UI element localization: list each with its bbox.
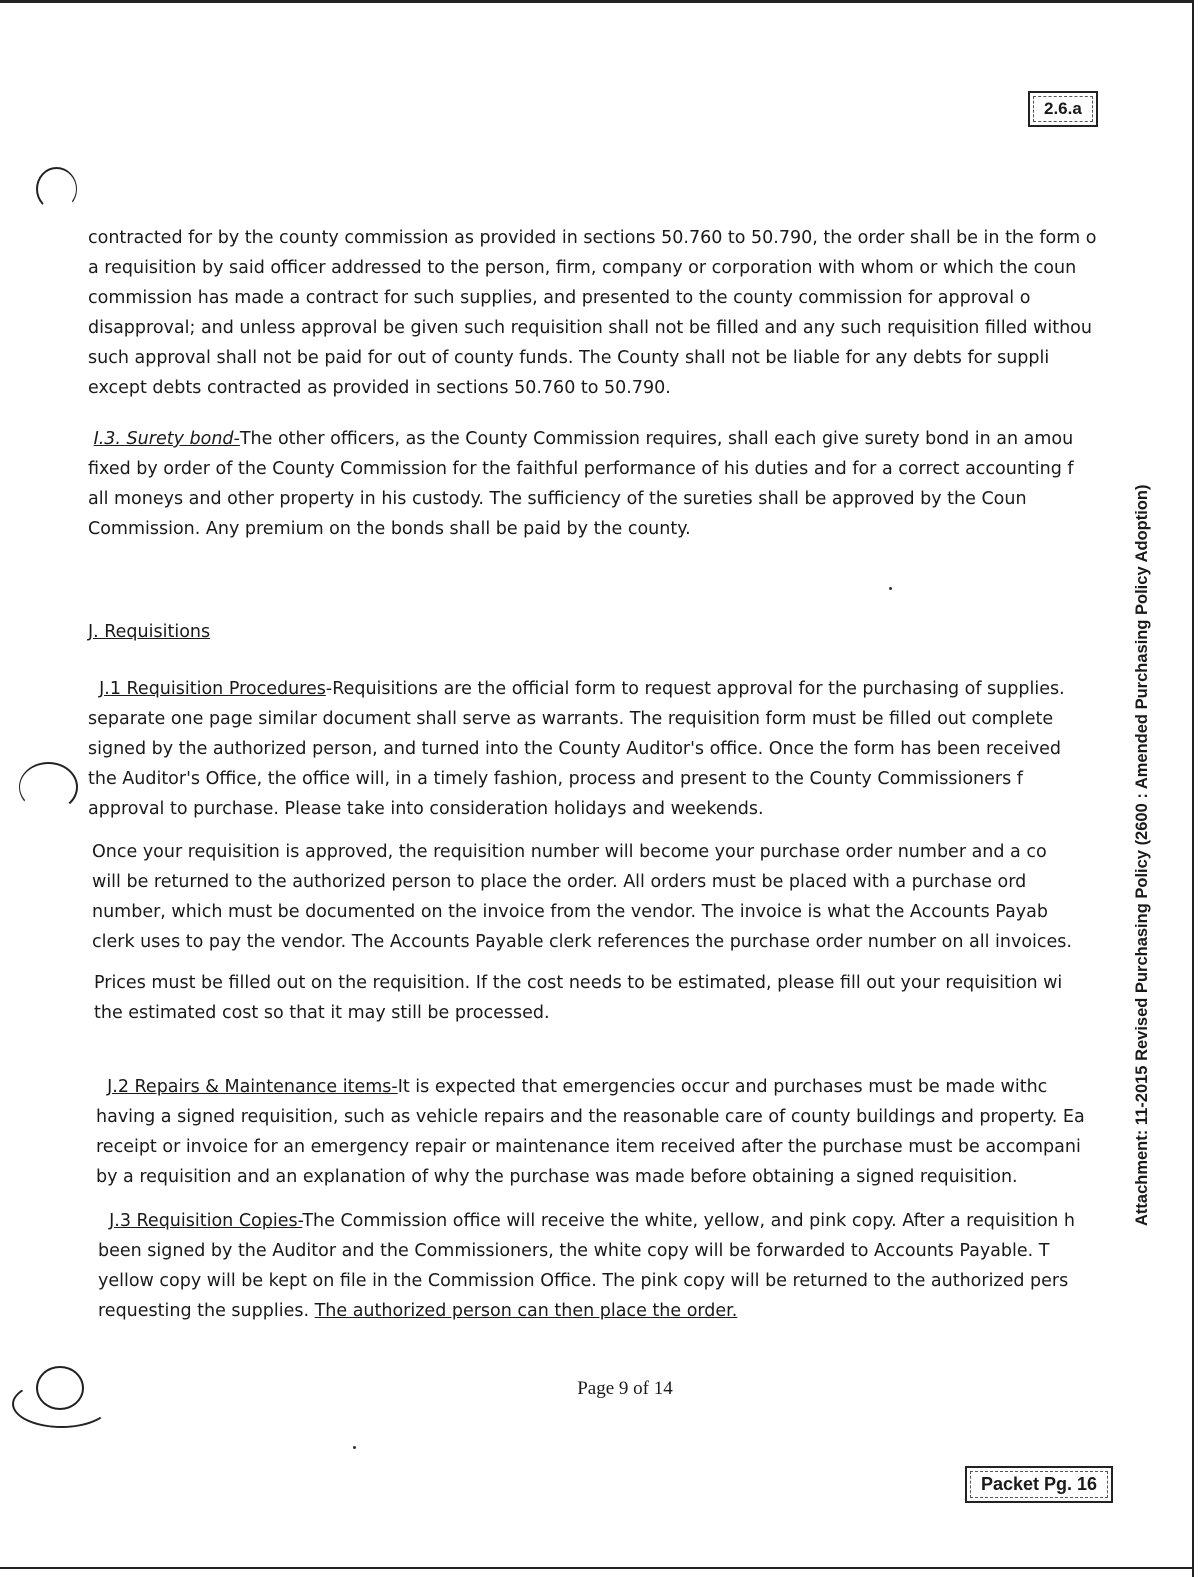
text-line: all moneys and other property in his custody. The sufficiency of the sureties shall be approved by the Coun <box>88 489 1027 509</box>
text-line: the estimated cost so that it may still be processed. <box>94 1003 550 1023</box>
text-line: having a signed requisition, such as vehicle repairs and the reasonable care of county buildings and property. Ea <box>96 1107 1085 1127</box>
text-line <box>98 1296 1108 1326</box>
requisition-procedures-text: -Requisitions are the official form to request approval for the purchasing of supplies. <box>325 679 1065 699</box>
continuation-paragraph <box>88 223 1098 403</box>
text-line: a requisition by said officer addressed to the person, firm, company or corporation with whom or which the coun <box>88 258 1077 278</box>
requisition-procedures-title: J.1 Requisition Procedures <box>99 679 326 699</box>
text-line: separate one page similar document shall serve as warrants. The requisition form must be filled out complete <box>88 709 1054 729</box>
punch-hole-top <box>36 167 77 211</box>
scan-edge-top <box>0 0 1194 3</box>
text-line: receipt or invoice for an emergency repair or maintenance item received after the purchase must be accompani <box>96 1137 1081 1157</box>
text-line: except debts contracted as provided in sections 50.760 to 50.790. <box>88 378 671 398</box>
packet-page-label: Packet Pg. 16 <box>970 1471 1108 1498</box>
scan-speck <box>889 587 892 590</box>
text-line <box>96 1072 1106 1102</box>
text-line: commission has made a contract for such supplies, and presented to the county commission for approval o <box>88 288 1031 308</box>
purchase-order-paragraph <box>92 837 1102 957</box>
text-line: fixed by order of the County Commission for the faithful performance of his duties and for a correct accounting f <box>88 459 1074 479</box>
requisition-copies-last-line: requesting the supplies. <box>98 1301 315 1321</box>
section-heading-requisitions: J. Requisitions <box>88 622 211 642</box>
scan-speck <box>353 1446 356 1449</box>
text-line <box>98 1206 1108 1236</box>
text-line: been signed by the Auditor and the Commissioners, the white copy will be forwarded to Accounts Payable. T <box>98 1241 1050 1261</box>
repairs-maintenance-paragraph <box>96 1072 1106 1192</box>
text-line: number, which must be documented on the invoice from the vendor. The invoice is what the Accounts Payab <box>92 902 1048 922</box>
text-line: disapproval; and unless approval be given such requisition shall not be filled and any such requisition filled withou <box>88 318 1092 338</box>
text-line: clerk uses to pay the vendor. The Accounts Payable clerk references the purchase order number on all invoices. <box>92 932 1072 952</box>
surety-bond-text: The other officers, as the County Commission requires, shall each give surety bond in an amou <box>239 429 1074 449</box>
surety-bond-paragraph <box>88 424 1098 544</box>
repairs-maintenance-text: It is expected that emergencies occur and purchases must be made withc <box>397 1077 1048 1097</box>
requisition-copies-underlined: The authorized person can then place the order. <box>314 1301 738 1321</box>
requisition-procedures-paragraph <box>88 674 1098 824</box>
text-line: by a requisition and an explanation of why the purchase was made before obtaining a signed requisition. <box>96 1167 1018 1187</box>
text-line: contracted for by the county commission as provided in sections 50.760 to 50.790, the order shall be in the form o <box>88 228 1097 248</box>
surety-bond-title: I.3. Surety bond- <box>93 429 240 449</box>
text-line: approval to purchase. Please take into consideration holidays and weekends. <box>88 799 764 819</box>
text-line: such approval shall not be paid for out of county funds. The County shall not be liable for any debts for suppli <box>88 348 1050 368</box>
page-number: Page 9 of 14 <box>577 1378 673 1399</box>
scan-edge-right <box>1192 0 1194 1577</box>
agenda-item-tag-label: 2.6.a <box>1033 96 1093 122</box>
text-line: Prices must be filled out on the requisition. If the cost needs to be estimated, please fill out your requisition wi <box>94 973 1063 993</box>
prices-paragraph <box>94 968 1104 1028</box>
text-line: Commission. Any premium on the bonds shall be paid by the county. <box>88 519 691 539</box>
repairs-maintenance-title: J.2 Repairs & Maintenance items- <box>107 1077 398 1097</box>
requisition-copies-paragraph <box>98 1206 1108 1326</box>
requisition-copies-title: J.3 Requisition Copies- <box>109 1211 303 1231</box>
text-line <box>88 424 1098 454</box>
attachment-side-note: Attachment: 11-2015 Revised Purchasing Policy (2600 : Amended Purchasing Policy Adoption) <box>1133 484 1151 1226</box>
packet-page-tag <box>965 1466 1113 1503</box>
punch-hole-middle <box>19 762 78 812</box>
text-line: the Auditor's Office, the office will, in a timely fashion, process and present to the County Commissioners f <box>88 769 1023 789</box>
scan-edge-bottom <box>0 1567 1194 1569</box>
text-line: will be returned to the authorized person to place the order. All orders must be placed with a purchase ord <box>92 872 1027 892</box>
agenda-item-tag <box>1028 91 1098 127</box>
text-line: signed by the authorized person, and turned into the County Auditor's office. Once the form has been received <box>88 739 1062 759</box>
requisition-copies-text: The Commission office will receive the white, yellow, and pink copy. After a requisition h <box>302 1211 1075 1231</box>
text-line: Once your requisition is approved, the requisition number will become your purchase order number and a co <box>92 842 1047 862</box>
text-line <box>88 674 1098 704</box>
text-line: yellow copy will be kept on file in the Commission Office. The pink copy will be returned to the authorized pers <box>98 1271 1069 1291</box>
